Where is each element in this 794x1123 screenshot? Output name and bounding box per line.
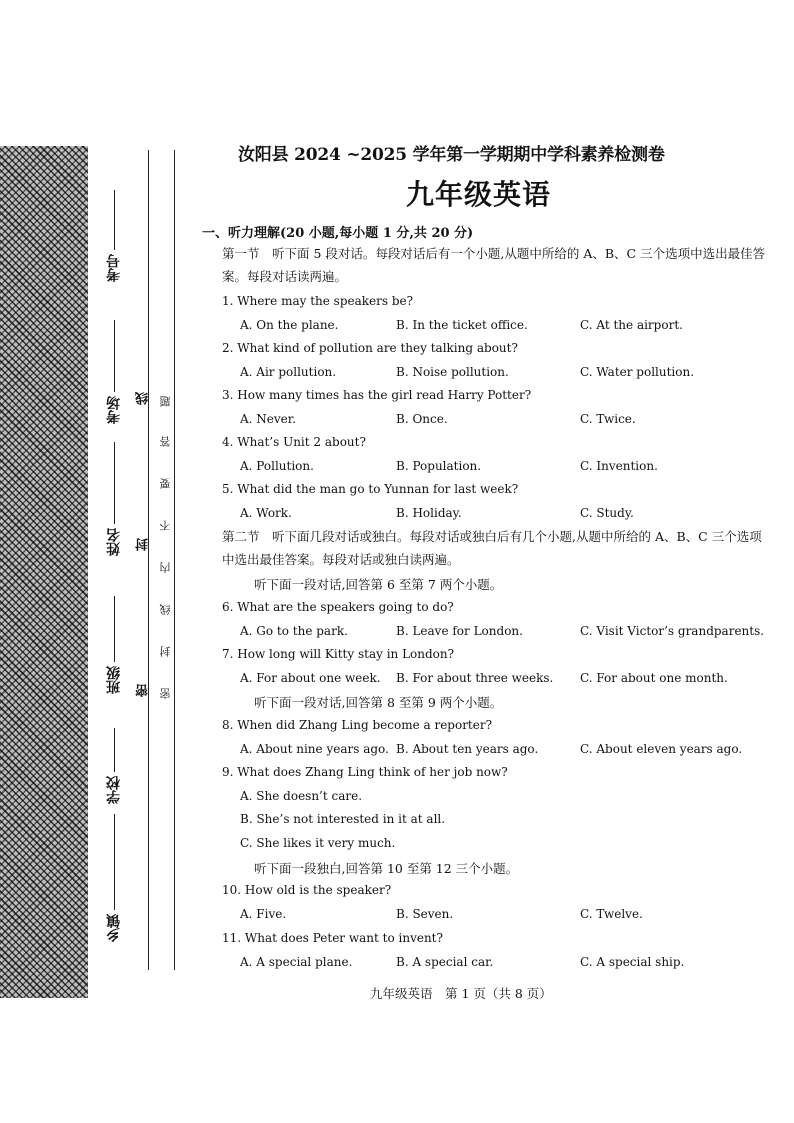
question-3-option-a[interactable]: A. Never. <box>240 412 297 426</box>
school-label: 学校 <box>106 776 122 804</box>
warning-char-3: 要 <box>159 478 172 489</box>
intro-questions-6-7: 听下面一段对话,回答第 6 至第 7 两个小题。 <box>254 577 503 592</box>
exam-no-field <box>104 190 124 282</box>
warning-char-5: 内 <box>159 562 172 573</box>
binding-hatch-pattern <box>0 146 88 998</box>
warning-char-7: 封 <box>159 646 172 657</box>
question-10-option-b[interactable]: B. Seven. <box>396 907 454 921</box>
question-3-stem: 3. How many times has the girl read Harry Potter? <box>222 388 532 402</box>
name-label: 姓名 <box>106 528 122 556</box>
question-7-option-c[interactable]: C. For about one month. <box>580 671 728 685</box>
name-field <box>104 442 124 556</box>
question-8-option-b[interactable]: B. About ten years ago. <box>396 742 539 756</box>
question-1-option-c[interactable]: C. At the airport. <box>580 318 683 332</box>
question-7-option-a[interactable]: A. For about one week. <box>240 671 381 685</box>
question-10-stem: 10. How old is the speaker? <box>222 883 392 897</box>
question-6-option-a[interactable]: A. Go to the park. <box>240 624 348 638</box>
warning-char-2: 答 <box>159 436 172 447</box>
question-10-option-a[interactable]: A. Five. <box>240 907 287 921</box>
question-5-stem: 5. What did the man go to Yunnan for last week? <box>222 482 519 496</box>
question-11-option-a[interactable]: A. A special plane. <box>240 955 353 969</box>
part1-instructions: 第一节 听下面 5 段对话。每段对话后有一个小题,从题中所给的 A、B、C 三个选项中选出最佳答案。每段对话读两遍。 <box>222 246 766 284</box>
question-6-option-c[interactable]: C. Visit Victor’s grandparents. <box>580 624 765 638</box>
question-11-option-b[interactable]: B. A special car. <box>396 955 494 969</box>
question-9-stem: 9. What does Zhang Ling think of her job now? <box>222 765 508 779</box>
page-footer: 九年级英语 第 1 页（共 8 页） <box>370 986 552 1001</box>
question-8-stem: 8. When did Zhang Ling become a reporter? <box>222 718 493 732</box>
question-11-option-c[interactable]: C. A special ship. <box>580 955 685 969</box>
question-2-stem: 2. What kind of pollution are they talking about? <box>222 341 518 355</box>
question-1-option-a[interactable]: A. On the plane. <box>240 318 339 332</box>
exam-title: 汝阳县 2024 ~2025 学年第一学期期中学科素养检测卷 <box>238 145 665 165</box>
question-2-option-c[interactable]: C. Water pollution. <box>580 365 695 379</box>
town-field <box>104 814 124 942</box>
question-6-option-b[interactable]: B. Leave for London. <box>396 624 523 638</box>
seal-word-secret: 密 <box>136 684 151 697</box>
class-blank[interactable] <box>113 596 115 662</box>
binding-border-line <box>174 150 175 970</box>
exam-room-field <box>104 320 124 424</box>
question-5-option-c[interactable]: C. Study. <box>580 506 634 520</box>
seal-word-line: 线 <box>136 392 151 405</box>
part2-instructions: 第二节 听下面几段对话或独白。每段对话或独白后有几个小题,从题中所给的 A、B、C 三个选项中选出最佳答案。每段对话或独白读两遍。 <box>222 529 762 567</box>
question-10-option-c[interactable]: C. Twelve. <box>580 907 643 921</box>
question-4-option-c[interactable]: C. Invention. <box>580 459 658 473</box>
question-4-option-b[interactable]: B. Population. <box>396 459 482 473</box>
seal-line <box>148 150 149 970</box>
question-6-stem: 6. What are the speakers going to do? <box>222 600 454 614</box>
town-label: 乡镇 <box>106 914 122 942</box>
question-1-stem: 1. Where may the speakers be? <box>222 294 414 308</box>
school-blank[interactable] <box>113 728 115 772</box>
warning-char-8: 密 <box>159 688 172 699</box>
question-5-option-a[interactable]: A. Work. <box>240 506 292 520</box>
question-8-option-a[interactable]: A. About nine years ago. <box>240 742 389 756</box>
intro-questions-8-9: 听下面一段对话,回答第 8 至第 9 两个小题。 <box>254 695 503 710</box>
question-11-stem: 11. What does Peter want to invent? <box>222 931 443 945</box>
question-4-stem: 4. What’s Unit 2 about? <box>222 435 366 449</box>
exam-room-label: 考场 <box>106 396 122 424</box>
question-9-option-a[interactable]: A. She doesn’t care. <box>240 789 363 803</box>
seal-word-seal: 封 <box>136 538 151 551</box>
question-5-option-b[interactable]: B. Holiday. <box>396 506 462 520</box>
question-8-option-c[interactable]: C. About eleven years ago. <box>580 742 743 756</box>
question-9-option-b[interactable]: B. She’s not interested in it at all. <box>240 812 446 826</box>
exam-no-label: 考号 <box>106 254 122 282</box>
warning-char-6: 线 <box>159 604 172 615</box>
question-9-option-c[interactable]: C. She likes it very much. <box>240 836 396 850</box>
question-7-stem: 7. How long will Kitty stay in London? <box>222 647 455 661</box>
school-field <box>104 728 124 804</box>
section-heading: 一、听力理解(20 小题,每小题 1 分,共 20 分) <box>202 226 474 241</box>
exam-room-blank[interactable] <box>113 320 115 392</box>
question-2-option-b[interactable]: B. Noise pollution. <box>396 365 509 379</box>
question-4-option-a[interactable]: A. Pollution. <box>240 459 314 473</box>
question-3-option-b[interactable]: B. Once. <box>396 412 448 426</box>
warning-char-4: 不 <box>159 520 172 531</box>
question-2-option-a[interactable]: A. Air pollution. <box>240 365 337 379</box>
warning-char-1: 题 <box>159 396 172 407</box>
question-7-option-b[interactable]: B. For about three weeks. <box>396 671 554 685</box>
name-blank[interactable] <box>113 442 115 524</box>
subject-title: 九年级英语 <box>406 178 552 211</box>
question-3-option-c[interactable]: C. Twice. <box>580 412 636 426</box>
exam-no-blank[interactable] <box>113 190 115 250</box>
intro-questions-10-12: 听下面一段独白,回答第 10 至第 12 三个小题。 <box>254 861 519 876</box>
town-blank[interactable] <box>113 814 115 910</box>
class-field <box>104 596 124 694</box>
class-label: 班级 <box>106 666 122 694</box>
question-1-option-b[interactable]: B. In the ticket office. <box>396 318 528 332</box>
